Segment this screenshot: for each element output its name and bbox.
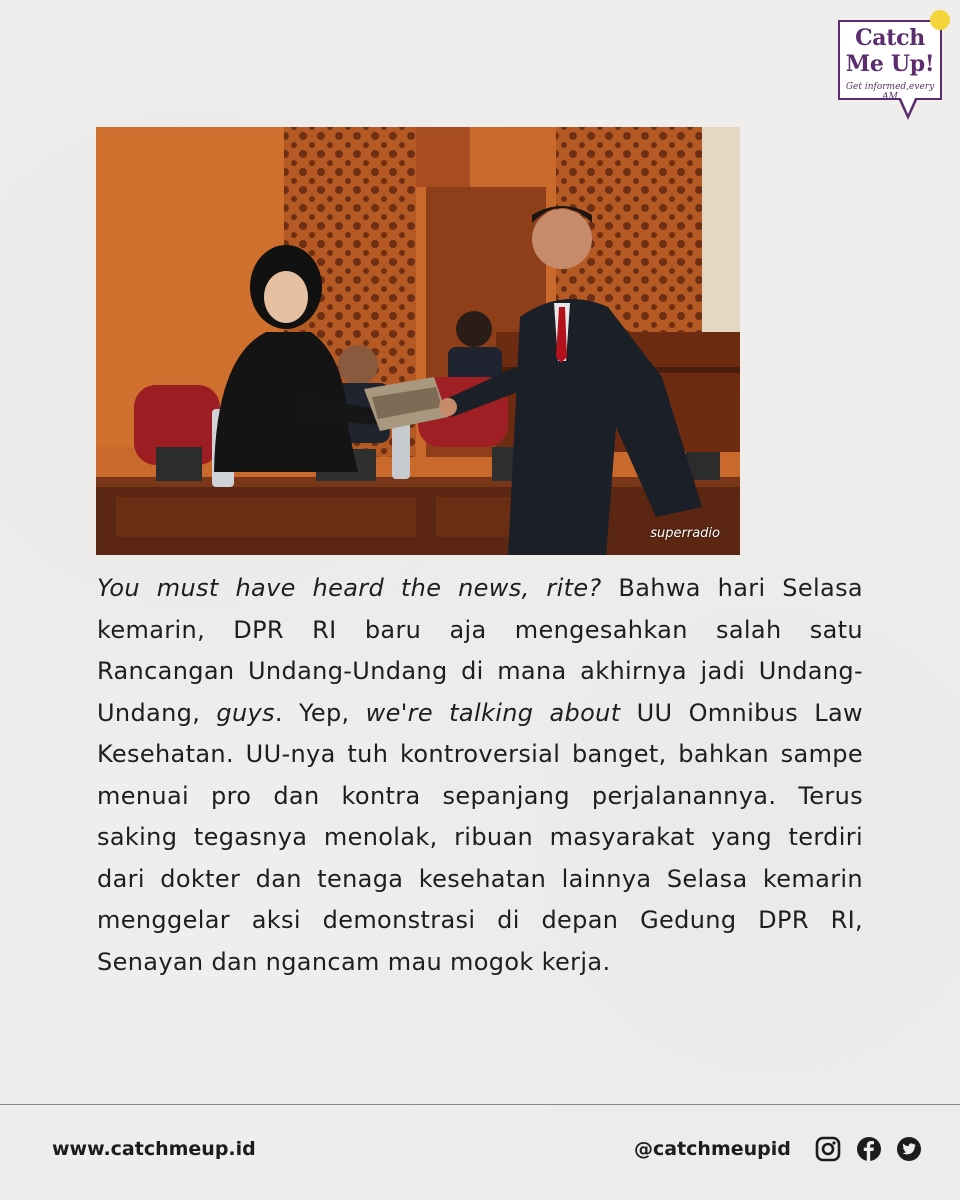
article-body	[97, 568, 863, 983]
footer-divider	[0, 1104, 960, 1105]
photo-credit: superradio	[650, 526, 720, 541]
news-photo	[96, 127, 740, 555]
logo-line-2: Me Up!	[845, 51, 935, 77]
article-segment: we're talking about	[365, 698, 621, 727]
article-segment: UU Omnibus Law Kesehatan. UU-nya tuh kontroversial banget, bahkan sampe menuai pro dan kontra sepanjang perjalanannya. Terus saking tegasnya menolak, ribuan masyarakat yang terdiri dari dokter dan tenaga kesehatan lainnya Selasa kemarin menggelar aksi demonstrasi di depan Gedung DPR RI, Senayan dan ngancam mau mogok kerja.	[97, 698, 863, 976]
article-segment: Bahwa hari Selasa kemarin, DPR RI baru aja mengesahkan salah satu Rancangan Undang-Undang di mana akhirnya jadi Undang-Undang,	[97, 574, 863, 727]
instagram-icon[interactable]	[815, 1136, 841, 1162]
website-link[interactable]: www.catchmeup.id	[52, 1138, 256, 1160]
logo-line-1: Catch	[855, 25, 925, 51]
article-segment: guys	[216, 698, 275, 727]
social-handle[interactable]: @catchmeupid	[634, 1138, 791, 1160]
article-segment: You must have heard the news, rite?	[97, 574, 602, 602]
facebook-icon[interactable]	[856, 1136, 882, 1162]
twitter-icon[interactable]	[896, 1136, 922, 1162]
photo-illustration	[96, 127, 740, 555]
logo-tagline: Get informed,every AM	[845, 82, 935, 102]
article-segment: . Yep,	[274, 698, 366, 727]
brand-logo	[838, 20, 944, 102]
